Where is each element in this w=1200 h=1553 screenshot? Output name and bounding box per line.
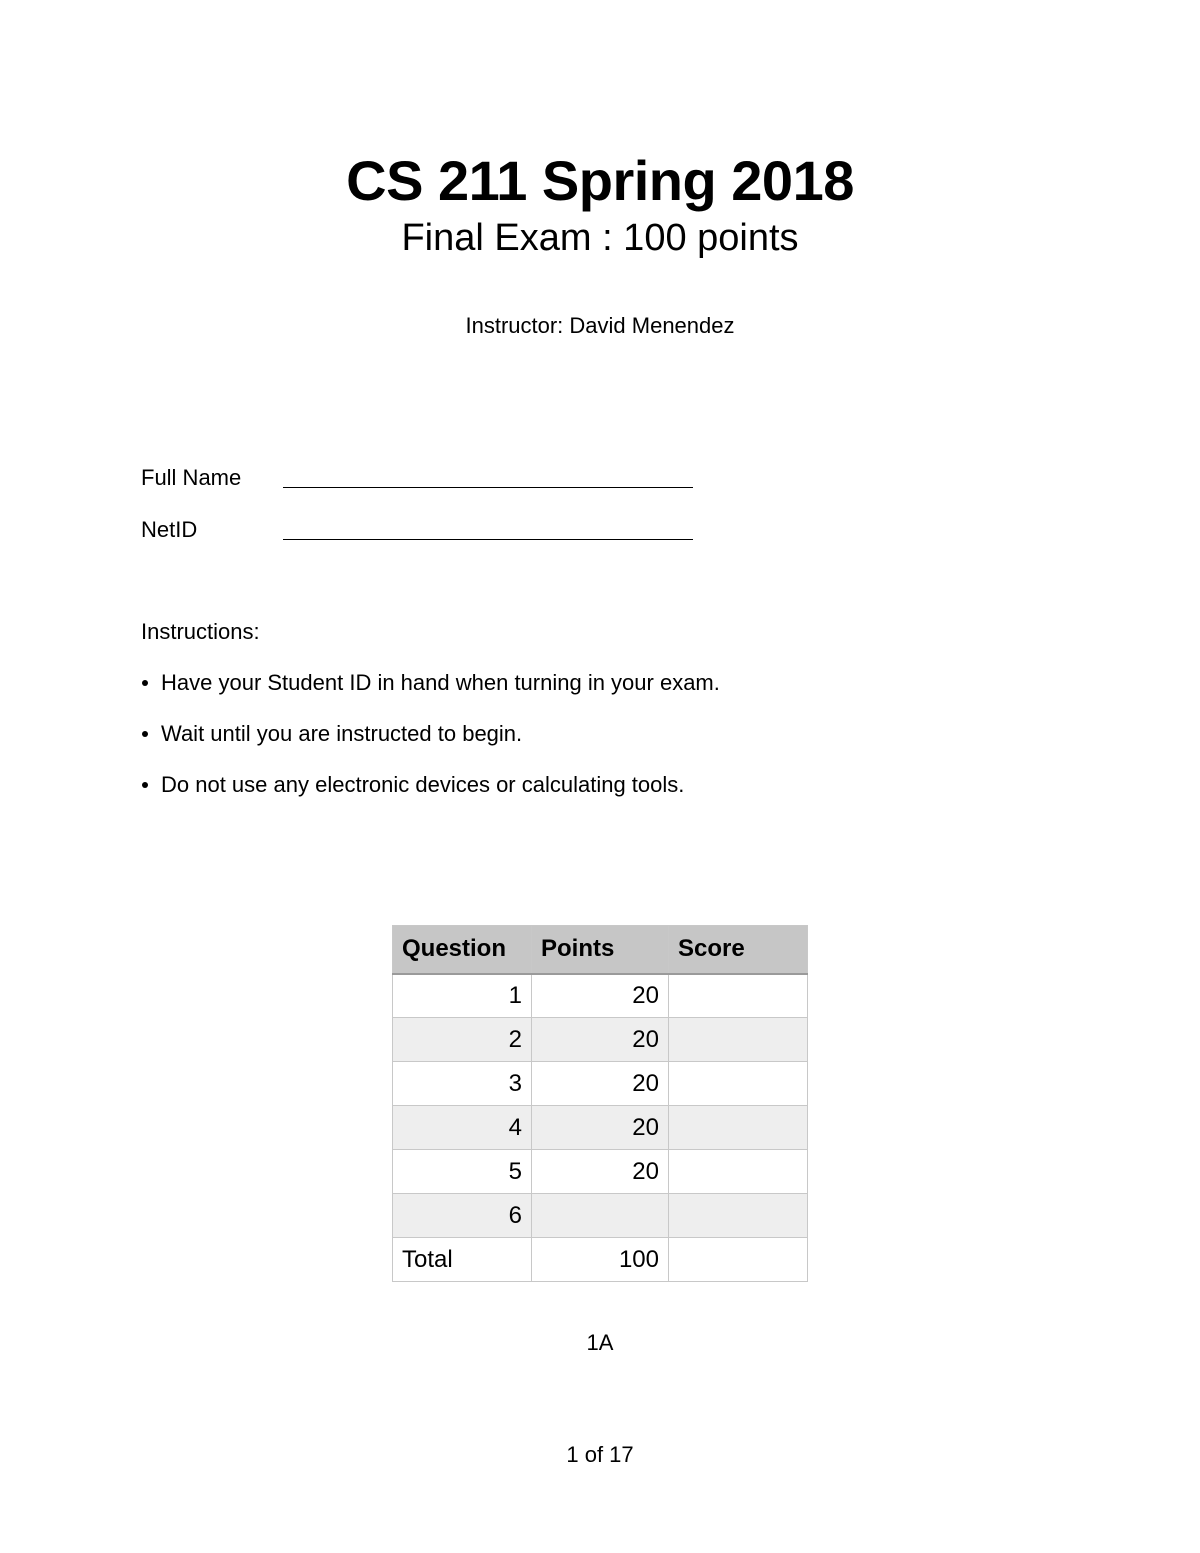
instruction-text: Wait until you are instructed to begin. [161, 721, 523, 746]
exam-subtitle: Final Exam : 100 points [401, 217, 799, 259]
points-cell: 20 [532, 1062, 669, 1106]
total-points-cell: 100 [532, 1238, 669, 1282]
table-row [393, 974, 808, 1018]
instructor-line: Instructor: David Menendez [465, 313, 735, 338]
score-cell [669, 974, 808, 1018]
question-cell: 1 [393, 974, 532, 1018]
points-cell [532, 1194, 669, 1238]
question-cell: 5 [393, 1150, 532, 1194]
exam-title: CS 211 Spring 2018 [346, 149, 854, 212]
bullet-icon [142, 731, 148, 737]
points-cell: 20 [532, 1018, 669, 1062]
instructions-heading: Instructions: [141, 619, 260, 644]
header-question: Question [393, 926, 532, 974]
score-table [392, 925, 808, 1282]
table-header-row [393, 926, 808, 974]
instruction-item [141, 668, 720, 719]
table-row [393, 1150, 808, 1194]
score-cell [669, 1018, 808, 1062]
total-row [393, 1238, 808, 1282]
points-cell: 20 [532, 1150, 669, 1194]
instruction-text: Have your Student ID in hand when turning in your exam. [161, 670, 720, 695]
table-row [393, 1062, 808, 1106]
full-name-blank [283, 487, 693, 488]
total-score-cell [669, 1238, 808, 1282]
netid-blank [283, 539, 693, 540]
question-cell: 4 [393, 1106, 532, 1150]
score-cell [669, 1106, 808, 1150]
points-cell: 20 [532, 974, 669, 1018]
table-row [393, 1018, 808, 1062]
page-number: 1 of 17 [566, 1442, 634, 1467]
question-cell: 2 [393, 1018, 532, 1062]
header-points: Points [532, 926, 669, 974]
instruction-text: Do not use any electronic devices or calculating tools. [161, 772, 685, 797]
score-cell [669, 1194, 808, 1238]
exam-version: 1A [586, 1330, 614, 1355]
table-row [393, 1194, 808, 1238]
bullet-icon [142, 680, 148, 686]
points-cell: 20 [532, 1106, 669, 1150]
bullet-icon [142, 782, 148, 788]
score-cell [669, 1150, 808, 1194]
header-score: Score [669, 926, 808, 974]
netid-label: NetID [141, 517, 198, 542]
score-cell [669, 1062, 808, 1106]
instructions-list [141, 668, 720, 821]
table-row [393, 1106, 808, 1150]
instruction-item [141, 770, 720, 821]
question-cell: 3 [393, 1062, 532, 1106]
instruction-item [141, 719, 720, 770]
full-name-label: Full Name [141, 465, 242, 490]
question-cell: 6 [393, 1194, 532, 1238]
total-label-cell: Total [393, 1238, 532, 1282]
